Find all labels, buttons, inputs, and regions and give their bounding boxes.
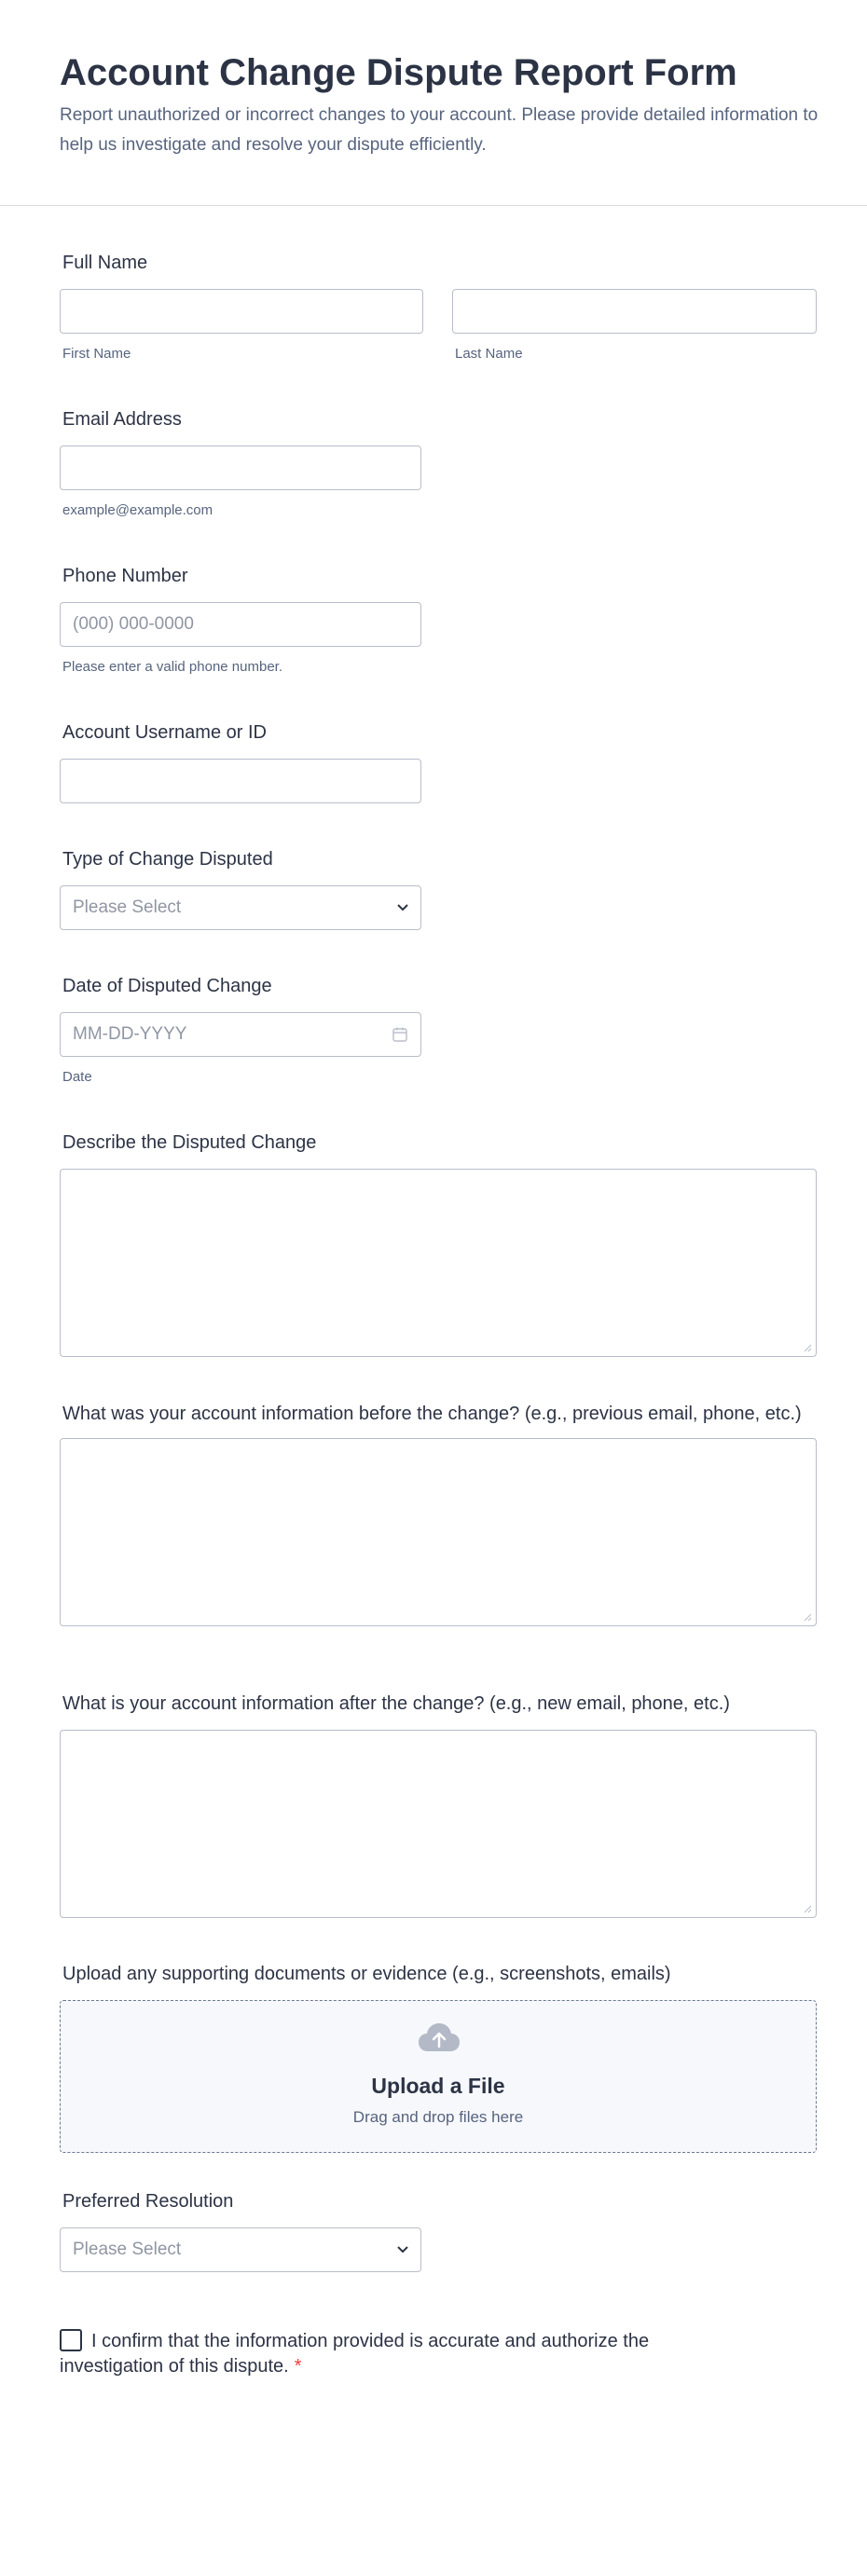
describe-textarea[interactable] (60, 1169, 817, 1357)
change-type-field (60, 849, 421, 930)
phone-label: Phone Number (62, 566, 188, 586)
date-input[interactable] (60, 1012, 421, 1057)
upload-label: Upload any supporting documents or evidence (e.g., screenshots, emails) (62, 1964, 671, 1984)
phone-sublabel: Please enter a valid phone number. (62, 659, 282, 675)
resolution-field (60, 2191, 421, 2272)
upload-hint: Drag and drop files here (352, 2108, 524, 2126)
before-textarea[interactable] (60, 1438, 817, 1626)
form-subtitle: Report unauthorized or incorrect changes to your account. Please provide detailed information to help us investigate and resolve your dispute efficiently. (60, 105, 819, 155)
full-name-field (60, 253, 817, 362)
date-sublabel: Date (62, 1069, 92, 1085)
last-name-input[interactable] (452, 289, 817, 334)
after-label: What is your account information after the change? (e.g., new email, phone, etc.) (62, 1693, 730, 1714)
required-asterisk: * (294, 2356, 302, 2377)
date-field (60, 976, 421, 1085)
confirm-label (60, 2329, 731, 2379)
email-sublabel: example@example.com (62, 502, 213, 518)
username-label: Account Username or ID (62, 722, 267, 743)
upload-title: Upload a File (371, 2074, 505, 2098)
last-name-sublabel: Last Name (455, 346, 523, 362)
calendar-icon[interactable] (392, 1026, 408, 1043)
chevron-down-icon (396, 2244, 409, 2255)
upload-dropzone[interactable] (60, 2000, 817, 2153)
chevron-down-icon (396, 902, 409, 913)
full-name-label: Full Name (62, 253, 148, 273)
form-title: Account Change Dispute Report Form (60, 52, 737, 93)
before-label: What was your account information before the change? (e.g., previous email, phone, etc.) (62, 1404, 802, 1424)
change-type-select[interactable] (60, 885, 421, 930)
username-input[interactable] (60, 759, 421, 803)
first-name-sublabel: First Name (62, 346, 131, 362)
email-input[interactable] (60, 445, 421, 490)
change-type-selected: Please Select (73, 897, 182, 917)
date-label: Date of Disputed Change (62, 976, 272, 996)
phone-field (60, 566, 421, 675)
cloud-upload-icon (417, 2021, 461, 2055)
before-field (60, 1403, 817, 1626)
after-field (60, 1693, 817, 1918)
resolution-label: Preferred Resolution (62, 2191, 234, 2212)
confirm-checkbox[interactable] (60, 2329, 82, 2351)
confirm-field (60, 2329, 731, 2379)
confirm-text: I confirm that the information provided is accurate and authorize the investigation of this dispute. (60, 2331, 650, 2377)
resolution-selected: Please Select (73, 2240, 182, 2259)
phone-input[interactable]: (000) 000-0000 (60, 602, 421, 647)
resize-grip-icon[interactable] (803, 1904, 812, 1913)
resolution-select[interactable] (60, 2227, 421, 2272)
resize-grip-icon[interactable] (803, 1343, 812, 1352)
form-header (0, 0, 867, 206)
describe-label: Describe the Disputed Change (62, 1132, 317, 1153)
after-textarea[interactable] (60, 1730, 817, 1918)
describe-field (60, 1132, 817, 1357)
upload-field (60, 1964, 817, 2153)
email-field (60, 409, 421, 518)
resize-grip-icon[interactable] (803, 1612, 812, 1622)
change-type-label: Type of Change Disputed (62, 849, 273, 870)
first-name-input[interactable] (60, 289, 423, 334)
username-field (60, 722, 421, 803)
date-placeholder: MM-DD-YYYY (73, 1024, 187, 1044)
email-label: Email Address (62, 409, 182, 430)
